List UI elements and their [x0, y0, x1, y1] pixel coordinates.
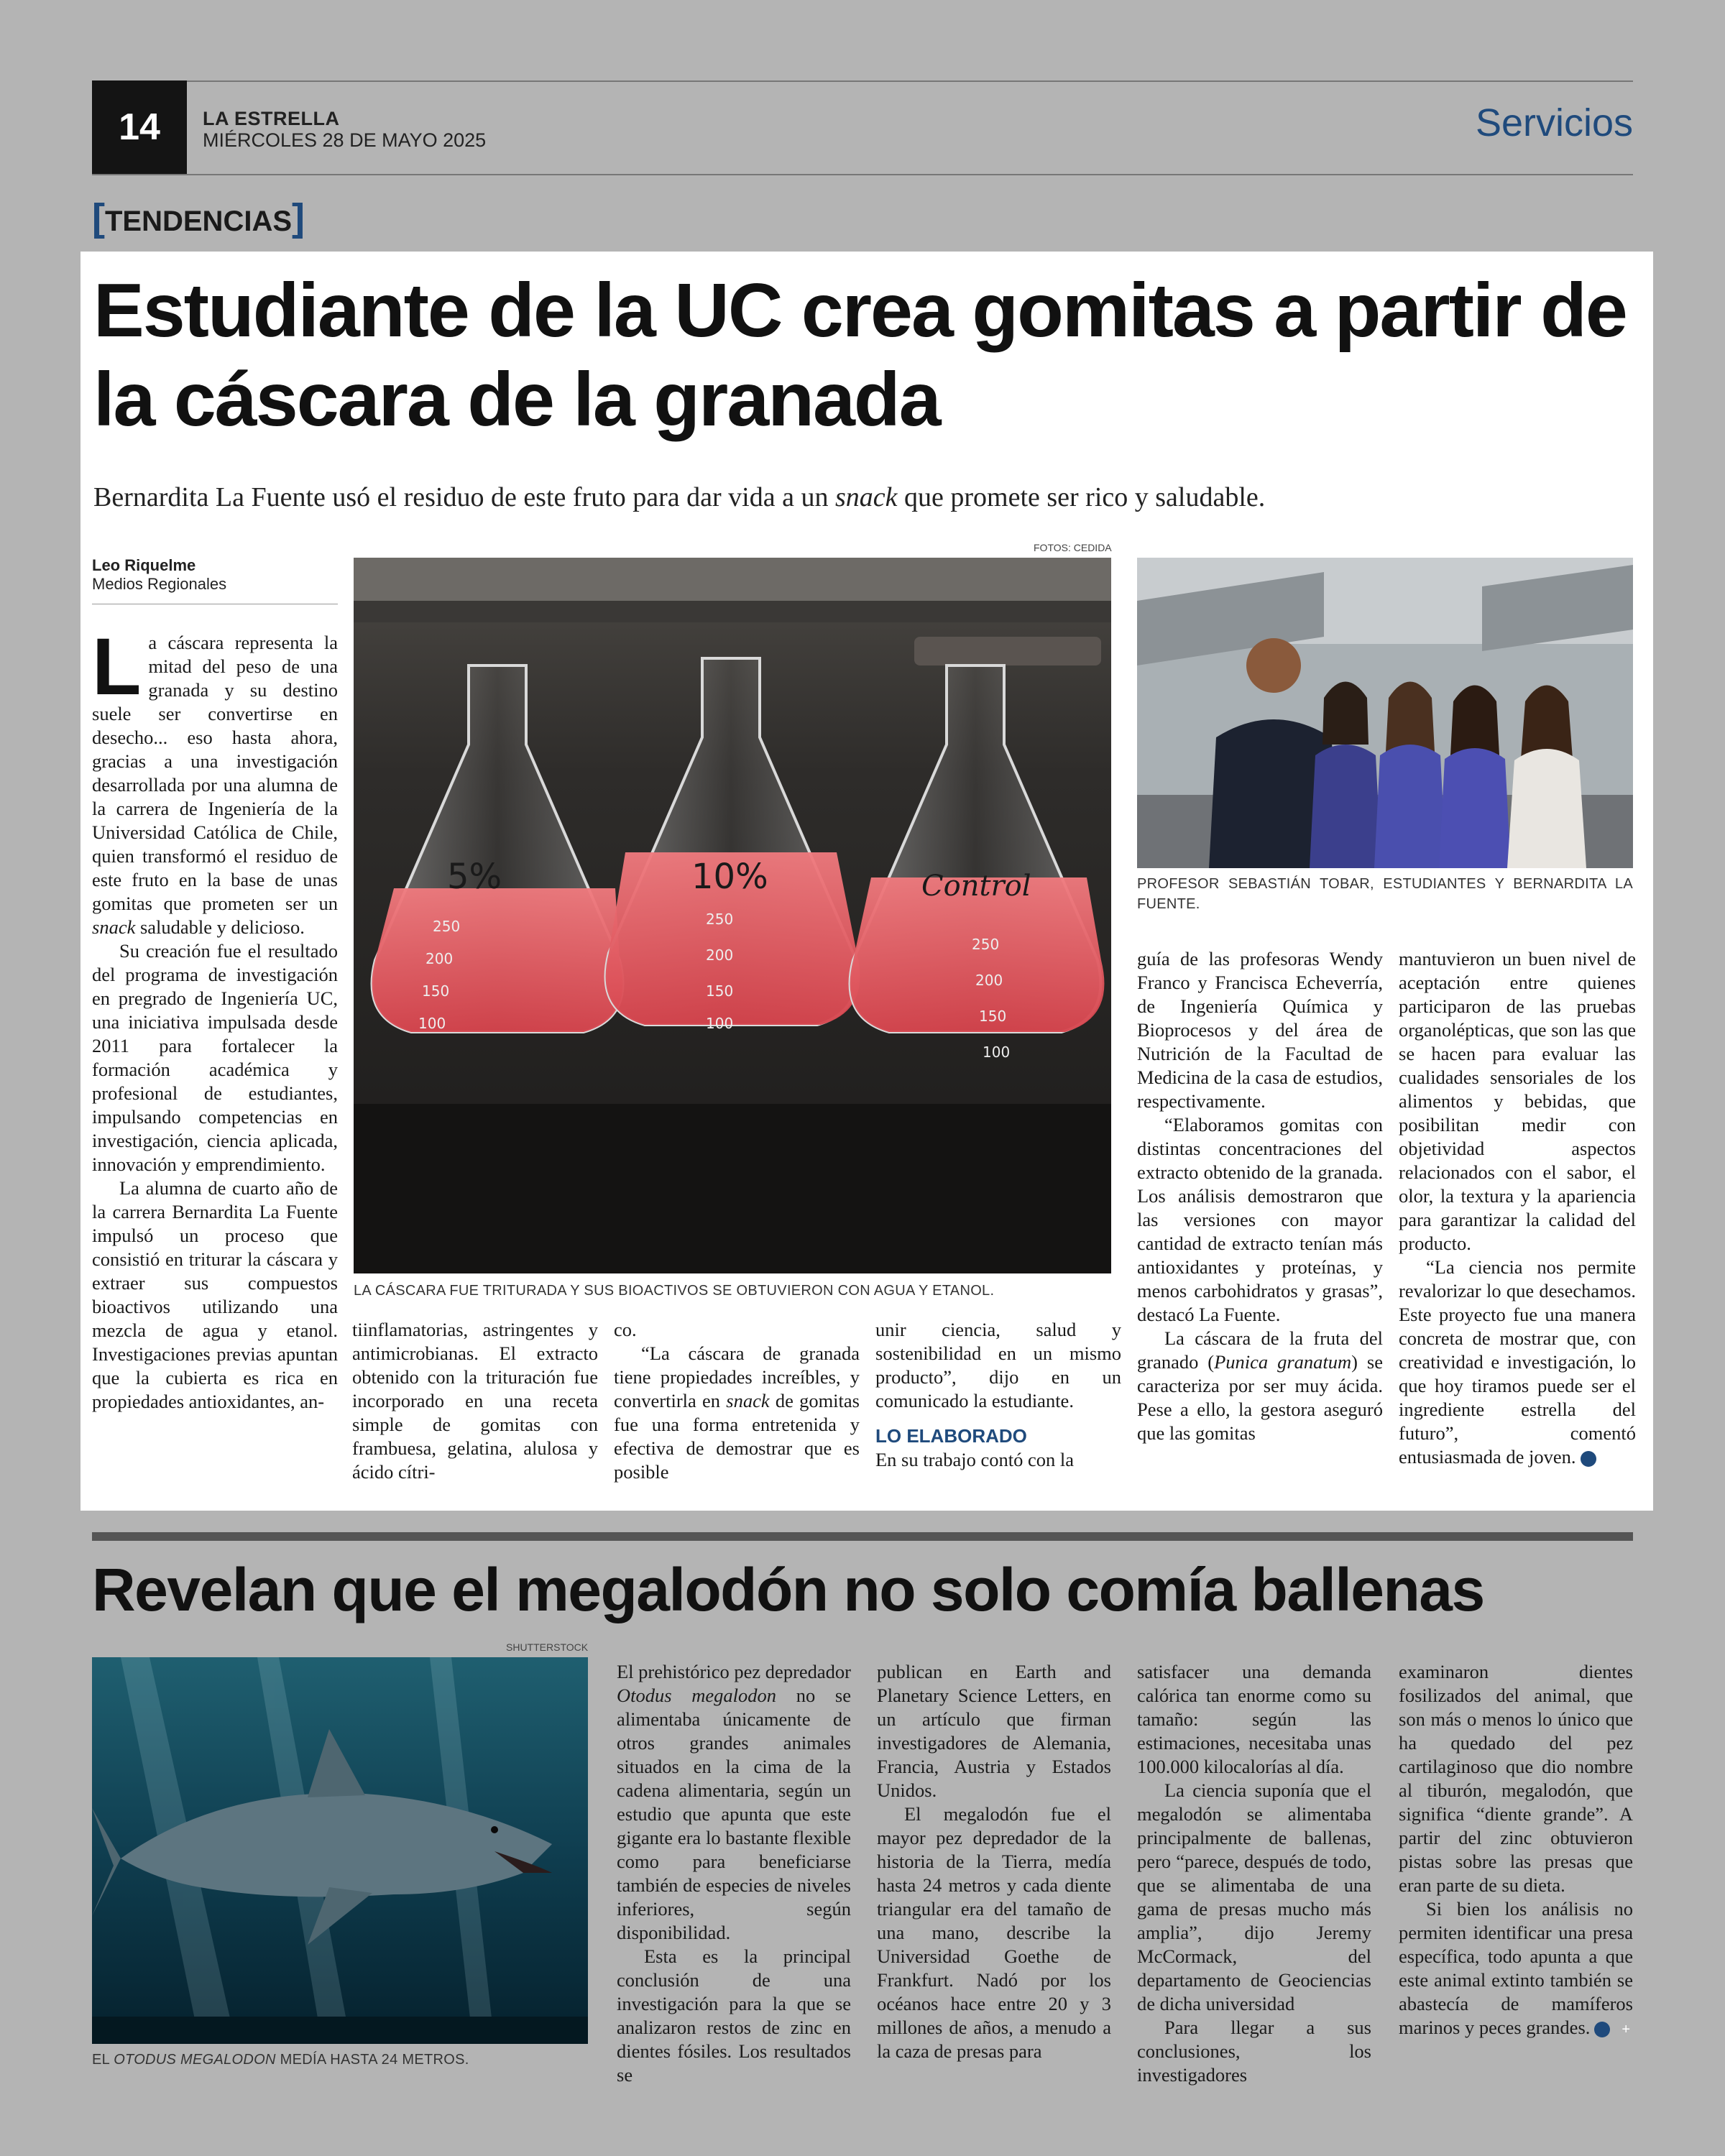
dropcap: L	[92, 622, 142, 711]
tick-label: 250	[433, 918, 461, 935]
publication-date: MIÉRCOLES 28 DE MAYO 2025	[203, 129, 487, 151]
tick-label: 100	[706, 1015, 734, 1032]
caption-megalodon: EL OTODUS MEGALODON MEDÍA HASTA 24 METROS.	[92, 2052, 469, 2068]
page-number: 14	[92, 80, 187, 174]
flasks-photo	[354, 558, 1111, 1273]
section-divider	[92, 1532, 1633, 1541]
group-illustration	[1137, 558, 1633, 868]
tick-label: 100	[983, 1044, 1011, 1061]
article2-column-3: satisfacer una demanda calórica tan enorme como su tamaño: según las estimaciones, necesitaba unas 100.000 kilocalorías al día. La ciencia suponía que el megalodón se alimentaba principalmente de ballenas, pero “parece, después de todo, que se alimentaba de una gama de presas mucho más amplia”, dijo Jeremy McCormack, del departamento de Geociencias de dicha universidad Para llegar a sus conclusiones, los investigadores	[1137, 1661, 1371, 2086]
article2-column-1: El prehistórico pez depredador Otodus megalodon no se alimentaba únicamente de otros grandes animales situados en la cima de la cadena alimentaria, según un estudio que apunta que este gigante era lo bastante flexible como para beneficiarse también de especies de niveles inferiores, según disponibilidad. Esta es la principal conclusión de una investigación para la que se analizaron restos de zinc en dientes fósiles. Los resultados se	[617, 1661, 852, 2086]
article1-column-4: unir ciencia, salud y sostenibilidad en un mismo producto”, dijo en un comunicado la estudiante. LO ELABORADO En su trabajo contó con la	[875, 1319, 1121, 1470]
article1-column-1: La cáscara representa la mitad del peso de una granada y su destino suele ser convertirse en desecho... eso hasta ahora, gracias a una investigación desarrollada por una alumna de la carrera de Ingeniería de la Universidad Católica de Chile, quien transformó el residuo de este fruto en la base de unas gomitas que prometen ser un snack saludable y delicioso. Su creación fue el resultado del programa de investigación en pregrado de Ingeniería UC, una iniciativa impulsada desde 2011 para fortalecer la formación académica y profesional de estudiantes, impulsando competencias en investigación, ciencia aplicada, innovación y emprendimiento. La alumna de cuarto año de la carrera Bernardita La Fuente impulsó un proceso que consistió en triturar la cáscara y extraer sus compuestos bioactivos utilizando una mezcla de agua y etanol. Investigaciones previas apuntan que la cubierta es rica en propiedades antioxidantes, an-	[92, 622, 338, 1412]
article1-column-5: guía de las profesoras Wendy Franco y Francisca Echeverría, de Ingeniería Química y Bioprocesos y del área de Nutrición de la Facultad de Medicina de la casa de estudios, respectivamente. “Elaboramos gomitas con distintas concentraciones del extracto obtenido de la granada. Los análisis demostraron que las versiones con mayor cantidad de extracto tenían más antioxidantes y proteínas, y menos carbohidratos y grasas”, destacó La Fuente. La cáscara de la fruta del granado (Punica granatum) se caracteriza por ser muy ácida. Pese a ello, la gestora aseguró que las gomitas	[1137, 948, 1383, 1444]
article1-column-3: co. “La cáscara de granada tiene propiedades increíbles, y convertirla en snack de gomitas fue una forma entretenida y efectiva de demostrar que es posible	[614, 1319, 860, 1483]
tick-label: 100	[418, 1015, 446, 1032]
tick-label: 150	[979, 1008, 1007, 1025]
end-mark-icon: +	[1594, 2022, 1610, 2037]
publication-name: LA ESTRELLA	[203, 108, 340, 129]
end-mark-icon: +	[1581, 1451, 1596, 1467]
flask-label-2: 10%	[691, 857, 768, 897]
article-gomitas	[80, 252, 1653, 1511]
tick-label: 150	[706, 982, 734, 1000]
photo-credit: FOTOS: CEDIDA	[1034, 542, 1112, 553]
kicker: [TENDENCIAS]	[92, 196, 305, 239]
caption-group: PROFESOR SEBASTIÁN TOBAR, ESTUDIANTES Y BERNARDITA LA FUENTE.	[1137, 876, 1633, 912]
header-rule-bottom	[92, 174, 1633, 175]
tick-label: 250	[706, 911, 734, 928]
byline-author: Leo Riquelme	[92, 556, 196, 574]
article1-column-2: tiinflamatorias, astringentes y antimicrobianas. El extracto obtenido con la trituración fue incorporado en una receta simple de gomitas con frambuesa, gelatina, alulosa y ácido cítri-	[352, 1319, 598, 1483]
byline-org: Medios Regionales	[92, 575, 227, 593]
article1-column-6: mantuvieron un buen nivel de aceptación entre quienes participaron de las pruebas organolépticas, que son las que se hacen para evaluar las cualidades sensoriales de los alimentos y bebidas, que posibilitan medir con objetividad aspectos relacionados con el sabor, el olor, la textura y la apariencia para garantizar la calidad del producto. “La ciencia nos permite revalorizar lo que desechamos. Este proyecto fue una manera concreta de mostrar que, con creatividad e investigación, lo que hoy tiramos puede ser el ingrediente estrella del futuro”, comentó entusiasmada de joven. +	[1399, 948, 1636, 1468]
byline	[92, 556, 226, 594]
tick-label: 200	[706, 946, 734, 964]
group-photo	[1137, 558, 1633, 868]
tick-label: 200	[975, 972, 1003, 989]
headline: Estudiante de la UC crea gomitas a partir de la cáscara de la granada	[93, 268, 1627, 442]
subhead: LO ELABORADO	[875, 1425, 1027, 1447]
header-rule-top	[92, 80, 1633, 82]
kicker-label: TENDENCIAS	[104, 206, 293, 237]
flask-label-1: 5%	[447, 857, 502, 897]
photo-credit-shutterstock: SHUTTERSTOCK	[506, 1641, 589, 1653]
tick-label: 200	[426, 950, 454, 967]
megalodon-illustration	[92, 1657, 588, 2044]
tick-label: 250	[972, 936, 1000, 953]
megalodon-photo	[92, 1657, 588, 2044]
tick-label: 150	[422, 982, 450, 1000]
flask-label-3: Control	[921, 870, 1031, 903]
section-name: Servicios	[1475, 101, 1633, 144]
deck: Bernardita La Fuente usó el residuo de este fruto para dar vida a un snack que promete ser rico y saludable.	[93, 482, 1266, 512]
caption-flasks: LA CÁSCARA FUE TRITURADA Y SUS BIOACTIVOS SE OBTUVIERON CON AGUA Y ETANOL.	[354, 1283, 995, 1299]
flasks-illustration	[354, 558, 1111, 1273]
article2-column-2: publican en Earth and Planetary Science Letters, en un artículo que firman investigadores de Alemania, Francia, Austria y Estados Unidos. El megalodón fue el mayor pez depredador de la historia de la Tierra, medía hasta 24 metros y cada diente triangular era del tamaño de una mano, describe la Universidad Goethe de Frankfurt. Nadó por los océanos hace entre 20 y 3 millones de años, a menudo a la caza de presas para	[877, 1661, 1111, 2062]
headline-megalodon: Revelan que el megalodón no solo comía ballenas	[92, 1556, 1484, 1623]
article2-column-4: examinaron dientes fosilizados del animal, que son más o menos lo único que ha quedado del pez cartilaginoso que dio nombre al tiburón, megalodón, que significa “diente grande”. A partir del zinc obtuvieron pistas sobre las presas que eran parte de su dieta. Si bien los análisis no permiten identificar una presa específica, todo apunta a que este animal extinto también se abastecía de mamíferos marinos y peces grandes. +	[1399, 1661, 1633, 2038]
publication-info	[203, 108, 486, 151]
